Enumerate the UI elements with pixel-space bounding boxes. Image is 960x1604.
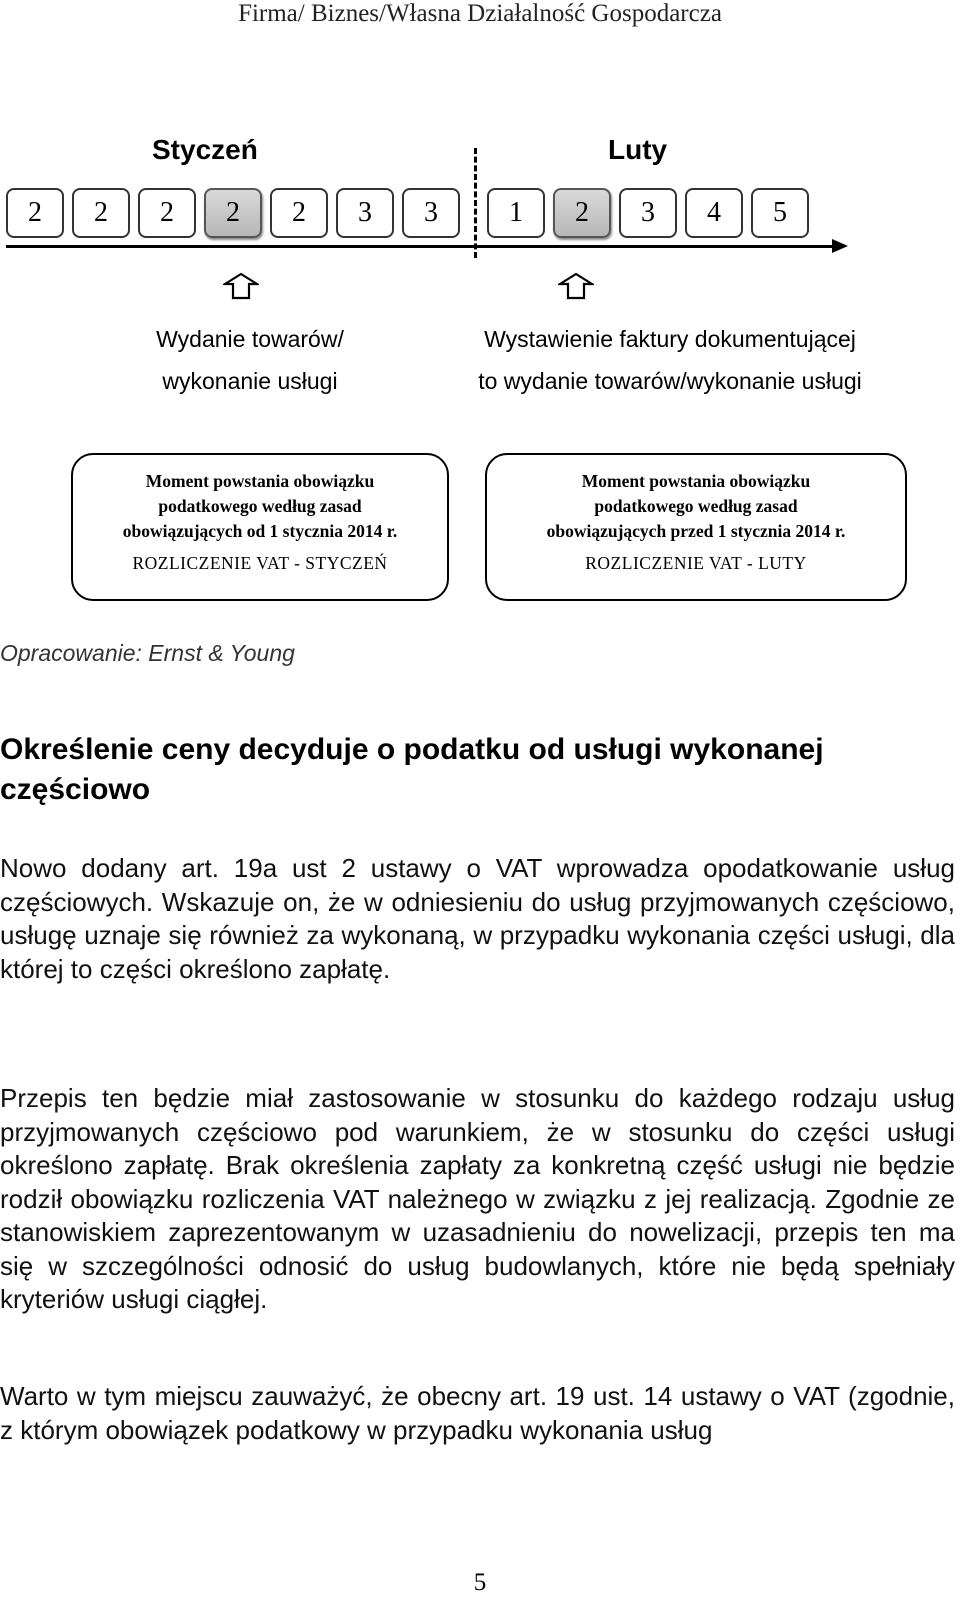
month-divider xyxy=(474,148,477,258)
body-paragraph: Przepis ten będzie miał zastosowanie w stosunku do każdego rodzaju usług przyjmowanych częściowo pod warunkiem, że w stosunku do części usługi określono zapłatę. Brak określenia zapłaty za konkretną część usługi nie będzie rodził obowiązku rozliczenia VAT należnego w związku z jej realizacją. Zgodnie ze stanowiskiem zaprezentowanym w uzasadnieniu do nowelizacji, przepis ten ma się w szczególności odnosić do usług budowlanych, które nie będą spełniały kryteriów usługi ciągłej. xyxy=(0,1083,955,1314)
day-box-highlighted: 2 xyxy=(553,188,611,238)
rule-line: Moment powstania obowiązku xyxy=(145,471,375,491)
rule-line: podatkowego według zasad xyxy=(594,496,798,516)
tax-rule-box-new xyxy=(71,453,449,601)
page-number: 5 xyxy=(473,1569,487,1596)
day-box: 3 xyxy=(402,188,460,238)
rule-line: obowiązujących od 1 stycznia 2014 r. xyxy=(122,521,398,541)
rule-line: Moment powstania obowiązku xyxy=(581,471,811,491)
running-header: Firma/ Biznes/Własna Działalność Gospodarcza xyxy=(238,0,722,27)
day-box: 2 xyxy=(6,188,64,238)
day-box: 3 xyxy=(336,188,394,238)
day-box-highlighted: 2 xyxy=(204,188,262,238)
day-box: 3 xyxy=(619,188,677,238)
rule-line: podatkowego według zasad xyxy=(158,496,362,516)
settlement-label: ROZLICZENIE VAT - LUTY xyxy=(585,553,807,573)
timeline-axis xyxy=(6,245,832,248)
up-arrow-icon xyxy=(558,272,594,300)
day-box: 1 xyxy=(487,188,545,238)
up-arrow-icon xyxy=(223,272,259,300)
caption-invoice-issue xyxy=(440,318,900,402)
caption-line: Wydanie towarów/ xyxy=(156,326,344,352)
day-box: 2 xyxy=(138,188,196,238)
source-note: Opracowanie: Ernst & Young xyxy=(0,640,295,666)
caption-line: wykonanie usługi xyxy=(162,368,338,394)
tax-rule-box-old xyxy=(485,453,907,601)
day-box: 2 xyxy=(72,188,130,238)
rule-line: obowiązujących przed 1 stycznia 2014 r. xyxy=(546,521,846,541)
caption-goods-delivery xyxy=(130,318,370,402)
settlement-label: ROZLICZENIE VAT - STYCZEŃ xyxy=(132,553,388,573)
day-box: 2 xyxy=(270,188,328,238)
month-label-january: Styczeń xyxy=(152,134,258,165)
day-box: 5 xyxy=(751,188,809,238)
body-paragraph: Nowo dodany art. 19a ust 2 ustawy o VAT wprowadza opodatkowanie usług częściowych. Wskazuje on, że w odniesieniu do usług przyjmowanych częściowo, usługę uznaje się również za wykonaną, w przypadku wykonania części usługi, dla której to części określono zapłatę. xyxy=(0,853,955,984)
timeline-arrowhead-icon xyxy=(832,239,848,253)
caption-line: Wystawienie faktury dokumentującej xyxy=(484,326,856,352)
caption-line: to wydanie towarów/wykonanie usługi xyxy=(478,368,862,394)
body-paragraph: Warto w tym miejscu zauważyć, że obecny art. 19 ust. 14 ustawy o VAT (zgodnie, z którym obowiązek podatkowy w przypadku wykonania usług xyxy=(0,1381,955,1445)
day-box: 4 xyxy=(685,188,743,238)
month-label-february: Luty xyxy=(608,134,668,165)
section-heading: Określenie ceny decyduje o podatku od usługi wykonanej częściowo xyxy=(0,733,824,806)
